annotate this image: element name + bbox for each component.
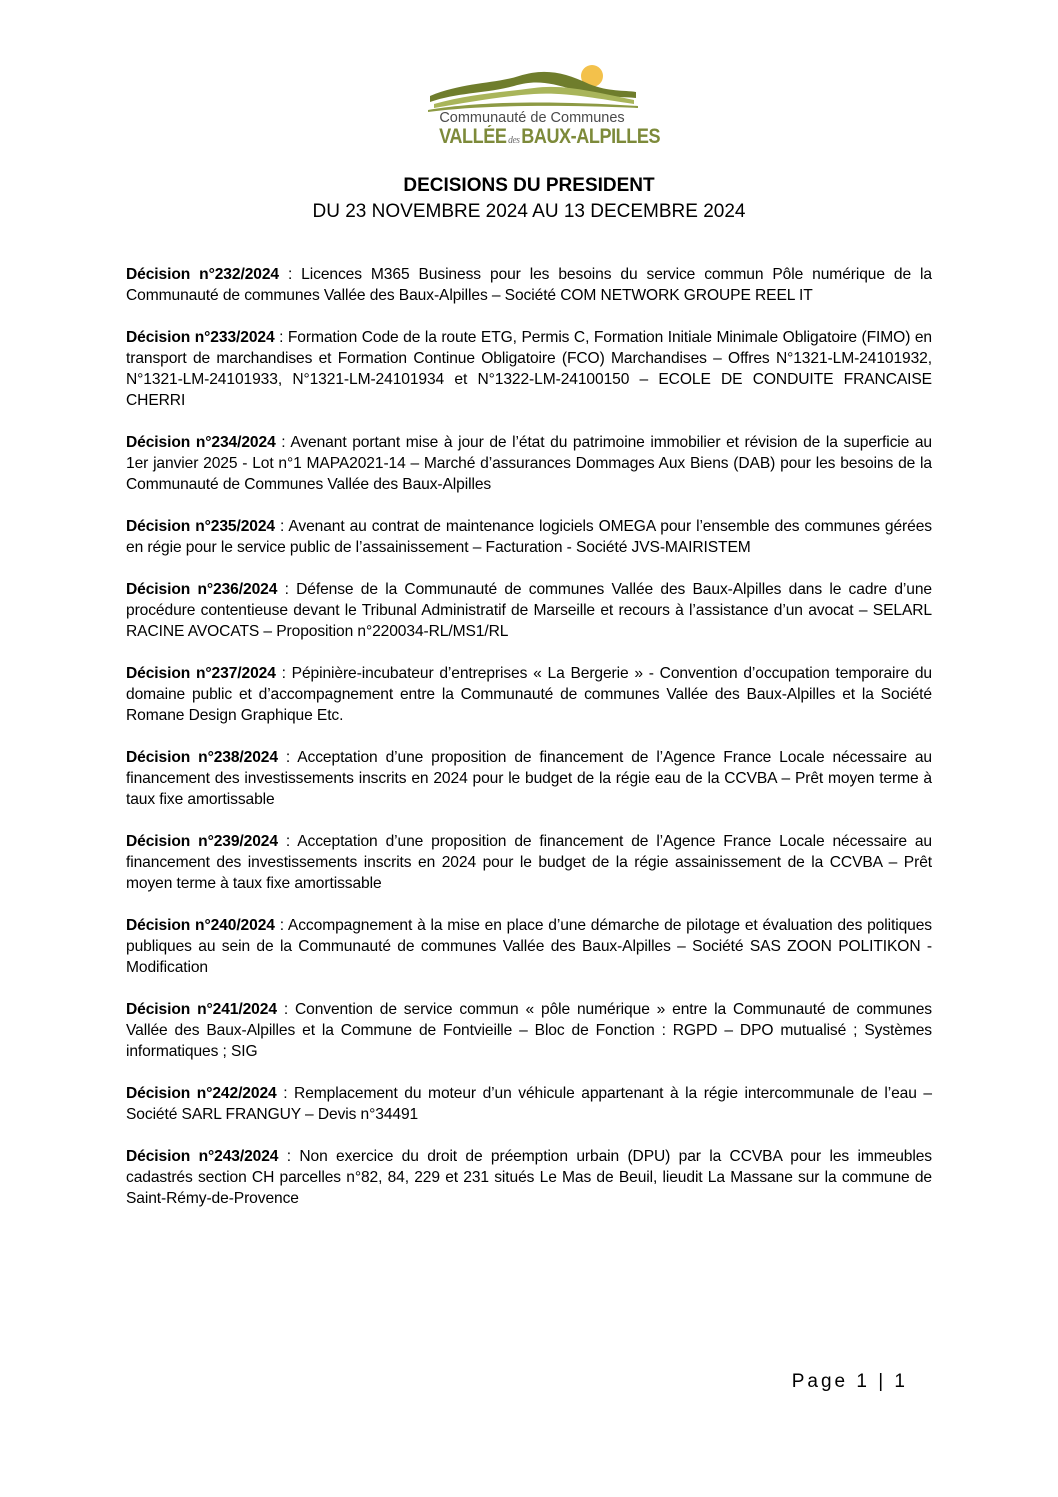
decision-item [126,831,932,894]
logo-line2 [439,125,661,149]
logo-line1: Communauté de Communes [439,110,625,126]
decision-list [126,264,932,1230]
page-subtitle: DU 23 NOVEMBRE 2024 AU 13 DECEMBRE 2024 [312,201,746,222]
decision-text: : Acceptation d’une proposition de financement de l’Agence France Locale nécessaire au financement des investissements inscrits en 2024 pour le budget de la régie assainissement de la CCVBA – Prêt moyen terme à taux fixe amortissable [126,833,932,892]
decision-item [126,1146,932,1209]
decision-number: Décision n°232/2024 [126,266,279,283]
decision-item [126,999,932,1062]
decision-number: Décision n°240/2024 [126,917,275,934]
hills-sun-icon [424,62,640,112]
decision-text: : Avenant portant mise à jour de l’état du patrimoine immobilier et révision de la superficie au 1er janvier 2025 - Lot n°1 MAPA2021-14 – Marché d’assurances Dommages Aux Biens (DAB) pour les besoins de la Communauté de Communes Vallée des Baux-Alpilles [126,434,933,493]
decision-text: : Non exercice du droit de préemption urbain (DPU) par la CCVBA pour les immeubles cadastrés section CH parcelles n°82, 84, 229 et 231 situés Le Mas de Beuil, lieudit La Massane sur la commune de Saint-Rémy-de-Provence [126,1148,932,1207]
decision-text: : Licences M365 Business pour les besoins du service commun Pôle numérique de la Communauté de communes Vallée des Baux-Alpilles – Société COM NETWORK GROUPE REEL IT [126,266,932,304]
decision-number: Décision n°241/2024 [126,1001,277,1018]
logo-baux-alpilles: BAUX-ALPILLES [521,125,661,148]
decision-item [126,663,932,726]
decision-item [126,432,932,495]
decision-text: : Convention de service commun « pôle numérique » entre la Communauté de communes Vallée des Baux-Alpilles et la Commune de Fontvieille – Bloc de Fonction : RGPD – DPO mutualisé ; Systèmes informatiques ; SIG [126,1001,932,1060]
decision-text: : Acceptation d’une proposition de financement de l’Agence France Locale nécessaire au financement des investissements inscrits en 2024 pour le budget de la régie eau de la CCVBA – Prêt moyen terme à taux fixe amortissable [126,749,932,808]
decision-item [126,264,932,306]
decision-text: : Accompagnement à la mise en place d’une démarche de pilotage et évaluation des politiques publiques au sein de la Communauté de communes Vallée des Baux-Alpilles – Société SAS ZOON POLITIKON - Modification [126,917,932,976]
page-number: Page 1 | 1 [791,1371,908,1392]
decision-number: Décision n°235/2024 [126,518,275,535]
decision-text: : Avenant au contrat de maintenance logiciels OMEGA pour l’ensemble des communes gérées en régie pour le service public de l’assainissement – Facturation - Société JVS-MAIRISTEM [126,518,932,556]
page-title: DECISIONS DU PRESIDENT [403,175,655,196]
decision-number: Décision n°237/2024 [126,665,276,682]
logo-vallee: VALLÉE [439,125,507,148]
decision-item [126,516,932,558]
decision-item [126,747,932,810]
decision-number: Décision n°238/2024 [126,749,278,766]
logo-des: des [508,134,520,146]
decision-text: : Pépinière-incubateur d’entreprises « La Bergerie » - Convention d’occupation temporaire du domaine public et d’accompagnement entre la Communauté de communes Vallée des Baux-Alpilles et la Société Romane Design Graphique Etc. [126,665,933,724]
decision-number: Décision n°233/2024 [126,329,275,346]
decision-text: : Défense de la Communauté de communes Vallée des Baux-Alpilles dans le cadre d’une procédure contentieuse devant le Tribunal Administratif de Marseille et recours à l’assistance d’un avocat – SELARL RACINE AVOCATS – Proposition n°220034-RL/MS1/RL [126,581,933,640]
decision-number: Décision n°234/2024 [126,434,276,451]
decision-number: Décision n°242/2024 [126,1085,277,1102]
decision-number: Décision n°236/2024 [126,581,278,598]
decision-item [126,915,932,978]
decision-text: : Formation Code de la route ETG, Permis C, Formation Initiale Minimale Obligatoire (FIMO) en transport de marchandises et Formation Continue Obligatoire (FCO) Marchandises – Offres N°1321-LM-24101932, N°1321-LM-24101933, N°1321-LM-24101934 et N°1322-LM-24100150 – ECOLE DE CONDUITE FRANCAISE CHERRI [126,329,932,409]
decision-item [126,327,932,411]
decision-number: Décision n°239/2024 [126,833,278,850]
decision-number: Décision n°243/2024 [126,1148,279,1165]
decision-text: : Remplacement du moteur d’un véhicule appartenant à la régie intercommunale de l’eau – Société SARL FRANGUY – Devis n°34491 [126,1085,932,1123]
decision-item [126,579,932,642]
logo [424,62,661,152]
decision-item [126,1083,932,1125]
